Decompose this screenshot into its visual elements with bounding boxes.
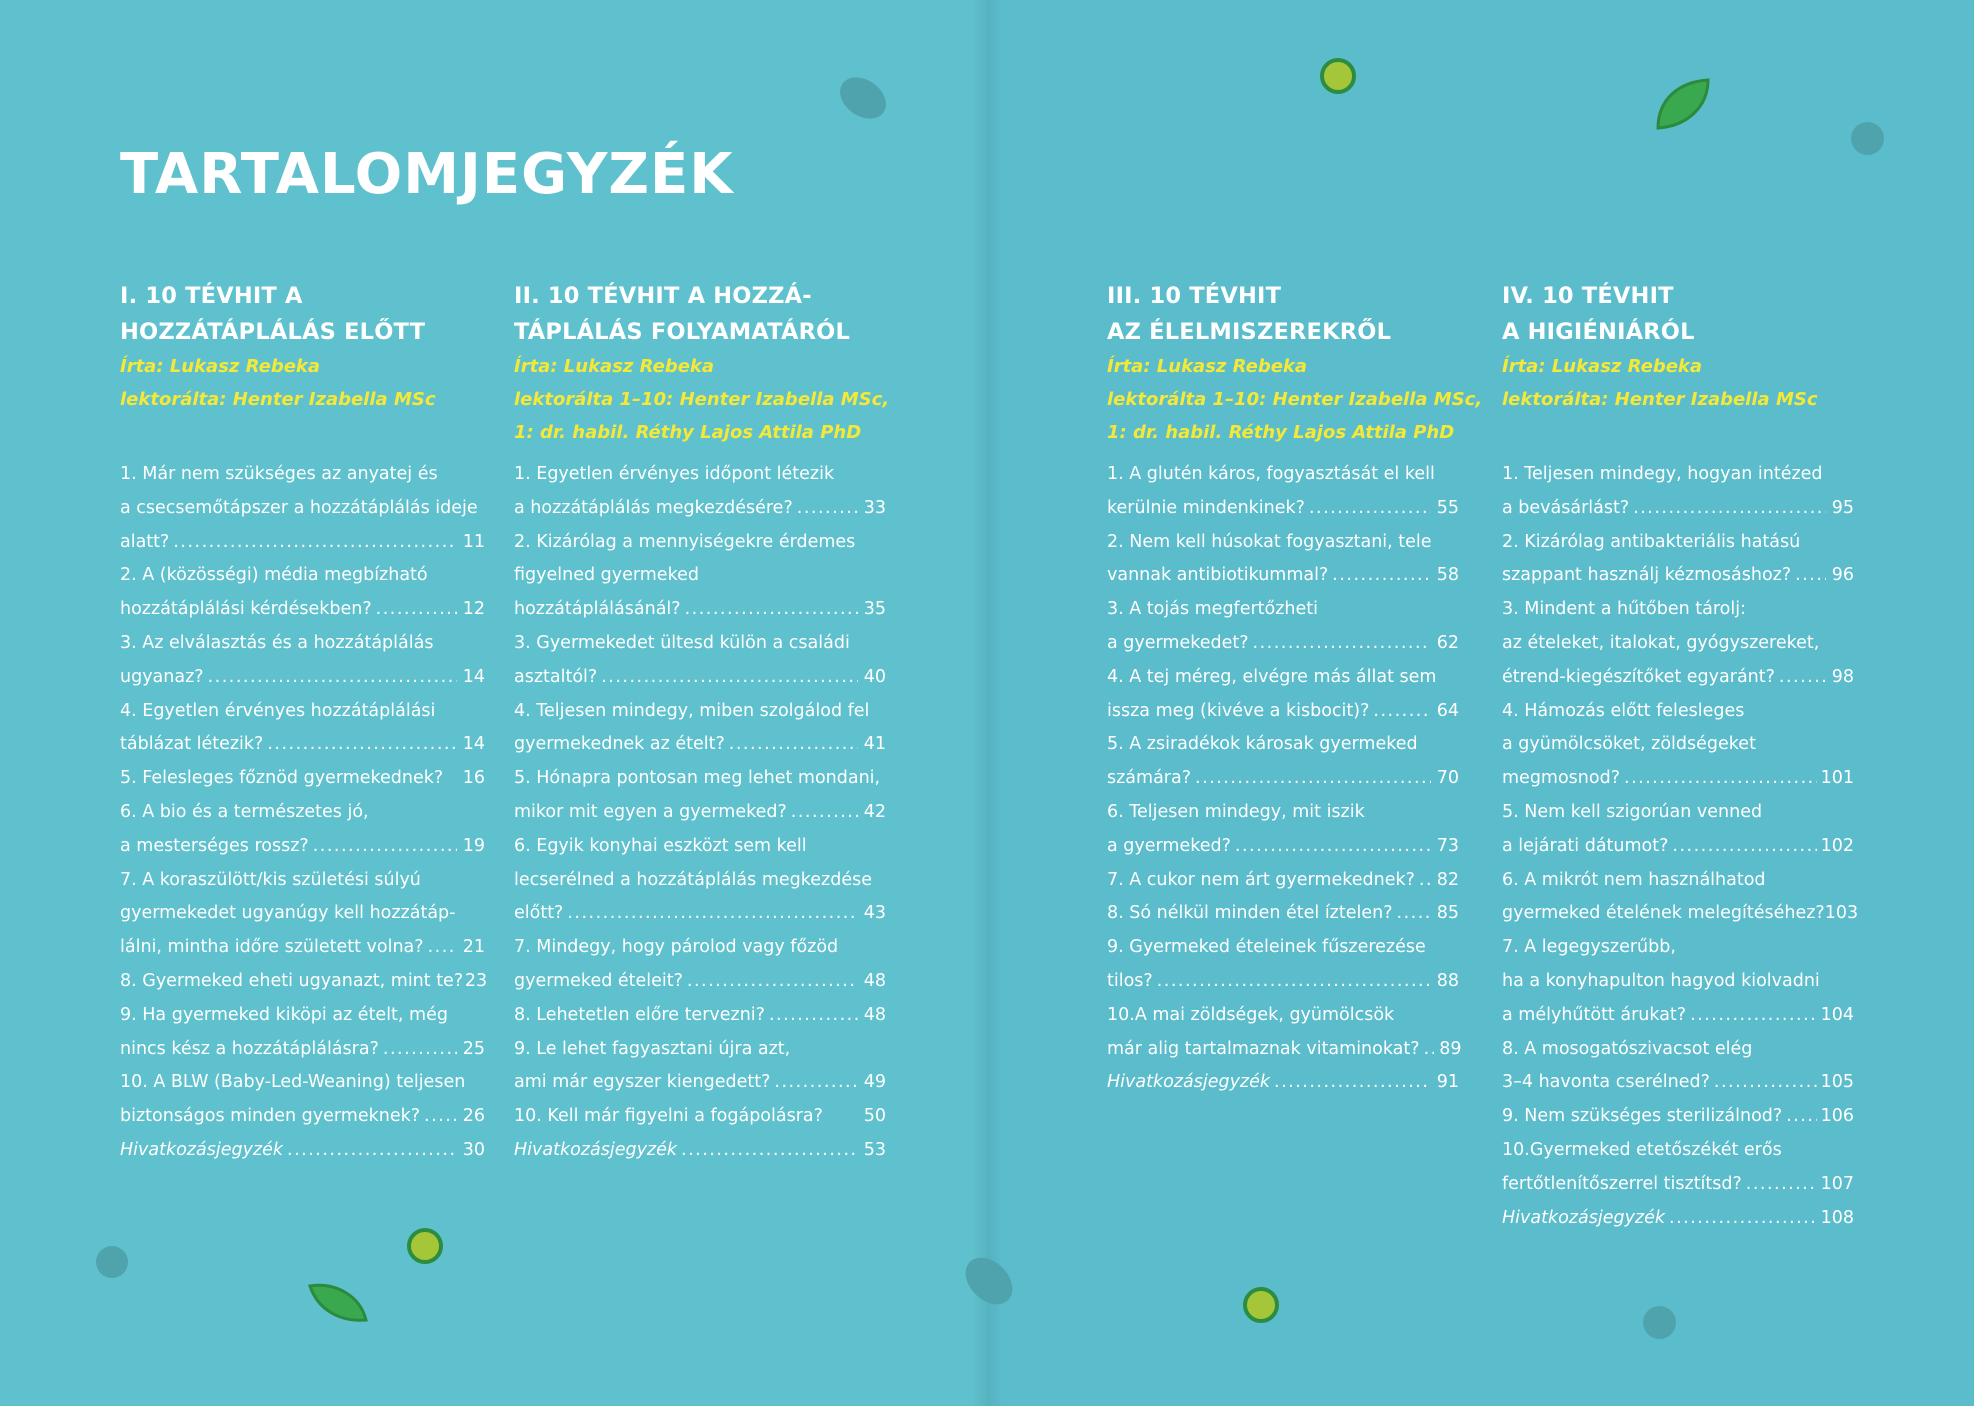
entry-text: a lejárati dátumot?: [1502, 835, 1669, 856]
toc-section: [1502, 278, 1859, 1235]
entry-text: 3–4 havonta cserélned?: [1502, 1072, 1710, 1093]
round-dot-decoration: [1643, 1306, 1676, 1339]
references-entry[interactable]: [514, 1134, 886, 1168]
toc-entry-line[interactable]: [1502, 661, 1854, 695]
toc-entry-line[interactable]: [1107, 965, 1459, 999]
entry-text: a gyermekedet?: [1107, 632, 1249, 653]
page-number: 23: [464, 970, 488, 991]
dot-leader: [313, 830, 457, 864]
toc-entry-line[interactable]: [514, 728, 886, 762]
toc-entry-line[interactable]: [514, 492, 886, 526]
toc-entry-line[interactable]: [120, 728, 485, 762]
entry-text: szappant használj kézmosáshoz?: [1502, 565, 1792, 586]
entry-text: 9. Gyermeked ételeinek fűszerezése: [1107, 937, 1426, 958]
entry-text: a csecsemőtápszer a hozzátáplálás ideje: [120, 497, 478, 518]
entry-text: Hivatkozásjegyzék: [120, 1139, 284, 1160]
dot-leader: [1332, 559, 1431, 593]
entry-text: 6. Egyik konyhai eszközt sem kell: [514, 835, 807, 856]
dot-leader: [208, 661, 457, 695]
toc-entry-line[interactable]: [1107, 830, 1459, 864]
dot-leader: [424, 1100, 457, 1134]
entry-text: 5. Felesleges főznöd gyermekednek?: [120, 768, 444, 789]
entry-text: a bevásárlást?: [1502, 497, 1630, 518]
entry-text: 7. A cukor nem árt gyermekednek?: [1107, 869, 1415, 890]
page-number: 55: [1436, 497, 1459, 518]
toc-entry-line[interactable]: [1502, 830, 1854, 864]
page-number: 21: [462, 937, 485, 958]
entry-text: Hivatkozásjegyzék: [1502, 1207, 1666, 1228]
page-title: TARTALOMJEGYZÉK: [120, 142, 734, 207]
toc-entry-line[interactable]: [1107, 458, 1459, 492]
section-credits: [1107, 350, 1483, 458]
toc-entries: [120, 458, 488, 1168]
toc-entry-line[interactable]: [514, 1033, 886, 1067]
dot-leader: [1419, 864, 1431, 898]
page-number: 98: [1831, 666, 1854, 687]
entry-text: 6. A mikrót nem használhatod: [1502, 869, 1766, 890]
entry-text: issza meg (kivéve a kisbocit)?: [1107, 700, 1370, 721]
entry-text: 10.A mai zöldségek, gyümölcsök: [1107, 1004, 1395, 1025]
page-number: 102: [1820, 835, 1854, 856]
toc-entry-line[interactable]: [1107, 526, 1459, 560]
credit-line: lektorálta 1–10: Henter Izabella MSc,: [1107, 389, 1483, 410]
dot-leader: [681, 1134, 858, 1168]
entry-text: vannak antibiotikummal?: [1107, 565, 1329, 586]
dot-leader: [1746, 1168, 1817, 1202]
page-number: 16: [462, 768, 485, 789]
dot-leader: [428, 931, 457, 965]
dot-leader: [1690, 999, 1817, 1033]
dot-leader: [1669, 1202, 1817, 1236]
entry-text: 1. Már nem szükséges az anyatej és: [120, 464, 438, 484]
credit-line: lektorálta 1–10: Henter Izabella MSc,: [514, 389, 890, 410]
entry-text: ugyanaz?: [120, 666, 204, 687]
toc-entry-line[interactable]: [1107, 762, 1459, 796]
toc-entry-line[interactable]: [1502, 931, 1854, 965]
dot-leader: [1424, 1033, 1434, 1067]
round-dot-decoration: [1851, 122, 1884, 155]
entry-text: Hivatkozásjegyzék: [514, 1139, 678, 1160]
entry-text: megmosnod?: [1502, 768, 1620, 789]
dot-leader: [383, 1033, 457, 1067]
entry-text: asztaltól?: [514, 666, 598, 687]
page-number: 73: [1436, 835, 1459, 856]
leaf-decoration: [308, 1282, 370, 1324]
toc-entry-line[interactable]: [514, 897, 886, 931]
page-number: 12: [462, 599, 485, 620]
toc-entry-line[interactable]: [120, 830, 485, 864]
dot-leader: [1235, 830, 1431, 864]
page-number: 50: [863, 1106, 886, 1127]
toc-entry-line[interactable]: [120, 661, 485, 695]
section-title-line: IV. 10 TÉVHIT: [1502, 283, 1674, 309]
entry-text: 8. Gyermeked eheti ugyanazt, mint te?: [120, 970, 464, 991]
page-number: 11: [462, 531, 485, 552]
toc-entry-line[interactable]: [1502, 762, 1854, 796]
entry-text: 4. A tej méreg, elvégre más állat sem: [1107, 666, 1437, 687]
dot-leader: [567, 897, 858, 931]
credit-line: Írta: Lukasz Rebeka: [514, 356, 715, 377]
entry-text: a mélyhűtött árukat?: [1502, 1004, 1687, 1025]
toc-section: [1107, 278, 1483, 1100]
pea-decoration: [1320, 58, 1356, 94]
toc-entry-line[interactable]: [1502, 728, 1854, 762]
credit-line: lektorálta: Henter Izabella MSc: [1502, 389, 1818, 410]
toc-entry-line[interactable]: [120, 492, 485, 526]
toc-entry-line[interactable]: [120, 762, 485, 796]
dot-leader: [687, 965, 858, 999]
page-number: 30: [462, 1139, 485, 1160]
section-title-line: TÁPLÁLÁS FOLYAMATÁRÓL: [514, 319, 850, 345]
entry-text: 4. Hámozás előtt felesleges: [1502, 700, 1745, 721]
entry-text: gyermekedet ugyanúgy kell hozzátáp-: [120, 903, 456, 924]
dot-leader: [1195, 762, 1431, 796]
entry-text: ha a konyhapulton hagyod kiolvadni: [1502, 970, 1820, 991]
page-number: 108: [1820, 1207, 1854, 1228]
toc-entry-line[interactable]: [1502, 999, 1854, 1033]
dot-leader: [1253, 627, 1431, 661]
toc-entry-line[interactable]: [1107, 999, 1459, 1033]
toc-entry-line[interactable]: [120, 864, 485, 898]
toc-entry-line[interactable]: [120, 627, 485, 661]
page-number: 89: [1439, 1038, 1462, 1059]
entry-text: a gyermeked?: [1107, 835, 1231, 856]
page-number: 19: [462, 835, 485, 856]
entry-text: 10.Gyermeked etetőszékét erős: [1502, 1139, 1782, 1160]
toc-entry-line[interactable]: [1107, 796, 1459, 830]
toc-entry-line[interactable]: [1502, 1134, 1854, 1168]
toc-entries: [1502, 458, 1859, 1235]
page-number: 25: [462, 1038, 485, 1059]
entry-text: kerülnie mindenkinek?: [1107, 497, 1305, 518]
toc-entry-line[interactable]: [1502, 796, 1854, 830]
dot-leader: [797, 492, 858, 526]
entry-text: mikor mit egyen a gyermeked?: [514, 801, 787, 822]
toc-entry-line[interactable]: [1107, 559, 1459, 593]
entry-text: 1. Teljesen mindegy, hogyan intézed: [1502, 464, 1823, 484]
toc-entry-line[interactable]: [1502, 864, 1854, 898]
page-number: 95: [1831, 497, 1854, 518]
dot-leader: [173, 526, 457, 560]
entry-text: 5. Nem kell szigorúan venned: [1502, 801, 1763, 822]
entry-text: gyermeked ételének melegítéséhez?: [1502, 903, 1825, 924]
credit-line: Írta: Lukasz Rebeka: [120, 356, 321, 377]
dot-leader: [376, 593, 457, 627]
entry-text: 2. A (közösségi) média megbízható: [120, 565, 428, 586]
entry-text: 8. Lehetetlen előre tervezni?: [514, 1004, 765, 1025]
entry-text: gyermeked ételeit?: [514, 970, 683, 991]
dot-leader: [1624, 762, 1817, 796]
entry-text: 9. Nem szükséges sterilizálnod?: [1502, 1106, 1783, 1127]
entry-text: számára?: [1107, 768, 1192, 789]
toc-entry-line[interactable]: [514, 458, 886, 492]
entry-text: a gyümölcsöket, zöldségeket: [1502, 734, 1756, 755]
dot-leader: [601, 661, 858, 695]
entry-text: a mesterséges rossz?: [120, 835, 309, 856]
toc-entry-line[interactable]: [120, 458, 485, 492]
page-number: 62: [1436, 632, 1459, 653]
toc-entry-line[interactable]: [1502, 1168, 1854, 1202]
page-number: 107: [1820, 1173, 1854, 1194]
entry-text: biztonságos minden gyermeknek?: [120, 1106, 421, 1127]
entry-text: 2. Kizárólag antibakteriális hatású: [1502, 531, 1801, 552]
dot-leader: [1795, 559, 1826, 593]
page-number: 49: [863, 1072, 886, 1093]
toc-entry-line[interactable]: [1502, 1066, 1854, 1100]
references-entry[interactable]: [1107, 1066, 1459, 1100]
toc-entry-line[interactable]: [1107, 864, 1459, 898]
page-number: 48: [863, 1004, 886, 1025]
entry-text: az ételeket, italokat, gyógyszereket,: [1502, 632, 1820, 653]
entry-text: alatt?: [120, 531, 170, 552]
toc-entry-line[interactable]: [120, 796, 485, 830]
entry-text: előtt?: [514, 903, 564, 924]
toc-entry-line[interactable]: [514, 1066, 886, 1100]
credit-line: Írta: Lukasz Rebeka: [1107, 356, 1308, 377]
entry-text: 10. Kell már figyelni a fogápolásra?: [514, 1106, 823, 1127]
toc-entry-line[interactable]: [1502, 965, 1854, 999]
toc-entry-line[interactable]: [1502, 897, 1859, 931]
page-number: 96: [1831, 565, 1854, 586]
pea-decoration: [1243, 1287, 1279, 1323]
section-title: [514, 278, 886, 350]
page-number: 43: [863, 903, 886, 924]
entry-text: 5. A zsiradékok károsak gyermeked: [1107, 734, 1418, 755]
leaf-decoration: [1654, 76, 1712, 132]
toc-entry-line[interactable]: [1107, 627, 1459, 661]
page-number: 101: [1820, 768, 1854, 789]
entry-text: fertőtlenítőszerrel tisztítsd?: [1502, 1173, 1742, 1194]
entry-text: lálni, mintha időre született volna?: [120, 937, 424, 958]
page-number: 48: [863, 970, 886, 991]
dot-leader: [1714, 1066, 1817, 1100]
toc-entry-line[interactable]: [120, 1100, 485, 1134]
pea-decoration: [407, 1228, 443, 1264]
toc-entry-line[interactable]: [1107, 593, 1459, 627]
dot-leader: [791, 796, 858, 830]
toc-entry-line[interactable]: [120, 1033, 485, 1067]
dot-leader: [267, 728, 457, 762]
page-number: 40: [863, 666, 886, 687]
section-credits: [1502, 350, 1854, 458]
section-title-line: III. 10 TÉVHIT: [1107, 283, 1282, 309]
toc-entry-line[interactable]: [514, 999, 886, 1033]
entry-text: 3. A tojás megfertőzheti: [1107, 599, 1319, 620]
toc-entry-line[interactable]: [120, 559, 485, 593]
toc-entry-line[interactable]: [1107, 661, 1459, 695]
toc-entry-line[interactable]: [514, 627, 886, 661]
toc-entry-line[interactable]: [514, 695, 886, 729]
toc-entry-line[interactable]: [1502, 593, 1854, 627]
toc-entry-line[interactable]: [1502, 695, 1854, 729]
entry-text: 9. Le lehet fagyasztani újra azt,: [514, 1038, 791, 1059]
toc-entry-line[interactable]: [1502, 458, 1854, 492]
round-dot-decoration: [96, 1246, 128, 1278]
entry-text: 8. Só nélkül minden étel íztelen?: [1107, 903, 1393, 924]
page-number: 70: [1436, 768, 1459, 789]
page-number: 41: [863, 734, 886, 755]
toc-entry-line[interactable]: [120, 593, 485, 627]
dot-leader: [1672, 830, 1816, 864]
page-number: 105: [1820, 1072, 1854, 1093]
toc-entry-line[interactable]: [1502, 627, 1854, 661]
entry-text: 10. A BLW (Baby-Led-Weaning) teljesen: [120, 1072, 466, 1093]
toc-entry-line[interactable]: [514, 526, 886, 560]
toc-entry-line[interactable]: [514, 931, 886, 965]
entry-text: tilos?: [1107, 970, 1153, 991]
toc-entry-line[interactable]: [1502, 1100, 1854, 1134]
toc-entry-line[interactable]: [1502, 492, 1854, 526]
entry-text: 3. Gyermekedet ültesd külön a családi: [514, 632, 850, 653]
entry-text: 7. Mindegy, hogy párolod vagy főzöd: [514, 937, 839, 958]
toc-entry-line[interactable]: [514, 762, 886, 796]
section-credits: [120, 350, 485, 458]
page-number: 26: [462, 1106, 485, 1127]
credit-line: 1: dr. habil. Réthy Lajos Attila PhD: [1107, 422, 1455, 443]
dot-leader: [769, 999, 858, 1033]
dot-leader: [1309, 492, 1431, 526]
toc-entry-line[interactable]: [120, 526, 485, 560]
toc-entry-line[interactable]: [1107, 1033, 1462, 1067]
section-credits: [514, 350, 890, 458]
toc-entry-line[interactable]: [1107, 897, 1459, 931]
toc-entry-line[interactable]: [1502, 559, 1854, 593]
entry-text: 1. A glutén káros, fogyasztását el kell: [1107, 464, 1435, 484]
entry-text: Hivatkozásjegyzék: [1107, 1072, 1271, 1093]
toc-entry-line[interactable]: [1502, 1033, 1854, 1067]
entry-text: gyermekednek az ételt?: [514, 734, 725, 755]
credit-line: Írta: Lukasz Rebeka: [1502, 356, 1703, 377]
toc-entry-line[interactable]: [1107, 492, 1459, 526]
page-number: 14: [462, 666, 485, 687]
dot-leader: [1779, 661, 1826, 695]
section-title-line: AZ ÉLELMISZEREKRŐL: [1107, 319, 1392, 345]
entry-text: már alig tartalmaznak vitaminokat?: [1107, 1038, 1420, 1059]
toc-entry-line[interactable]: [120, 965, 488, 999]
dot-leader: [287, 1134, 457, 1168]
dot-leader: [685, 593, 858, 627]
dot-leader: [1786, 1100, 1816, 1134]
section-title: [1107, 278, 1459, 350]
toc-entry-line[interactable]: [1107, 728, 1459, 762]
page-number: 104: [1820, 1004, 1854, 1025]
toc-entry-line[interactable]: [1502, 526, 1854, 560]
toc-entry-line[interactable]: [514, 965, 886, 999]
entry-text: 4. Egyetlen érvényes hozzátáplálási: [120, 700, 436, 721]
entry-text: figyelned gyermeked: [514, 565, 699, 586]
credit-line: 1: dr. habil. Réthy Lajos Attila PhD: [514, 422, 862, 443]
toc-entry-line[interactable]: [514, 830, 886, 864]
toc-entry-line[interactable]: [120, 999, 485, 1033]
entry-text: a hozzátáplálás megkezdésére?: [514, 497, 793, 518]
entry-text: 6. Teljesen mindegy, mit iszik: [1107, 801, 1365, 822]
references-entry[interactable]: [120, 1134, 485, 1168]
entry-text: ami már egyszer kiengedett?: [514, 1072, 771, 1093]
section-title-line: I. 10 TÉVHIT A: [120, 283, 303, 309]
section-title-line: HOZZÁTÁPLÁLÁS ELŐTT: [120, 319, 426, 345]
page-number: 103: [1824, 903, 1859, 924]
toc-entry-line[interactable]: [120, 931, 485, 965]
page-number: 85: [1436, 903, 1459, 924]
toc-entry-line[interactable]: [514, 661, 886, 695]
toc-entry-line[interactable]: [514, 559, 886, 593]
entry-text: lecserélned a hozzátáplálás megkezdése: [514, 869, 872, 890]
entry-text: 2. Kizárólag a mennyiségekre érdemes: [514, 531, 856, 552]
page-number: 88: [1436, 970, 1459, 991]
toc-entry-line[interactable]: [120, 695, 485, 729]
entry-text: 5. Hónapra pontosan meg lehet mondani,: [514, 768, 881, 789]
page-number: 58: [1436, 565, 1459, 586]
dot-leader: [774, 1066, 858, 1100]
section-title-line: II. 10 TÉVHIT A HOZZÁ-: [514, 283, 812, 309]
page-gutter: [972, 0, 1002, 1406]
entry-text: 8. A mosogatószivacsot elég: [1502, 1038, 1753, 1059]
dot-leader: [1274, 1066, 1431, 1100]
entry-text: 9. Ha gyermeked kiköpi az ételt, még: [120, 1004, 448, 1025]
dot-leader: [1157, 965, 1431, 999]
page-number: 33: [863, 497, 886, 518]
entry-text: hozzátáplálásánál?: [514, 599, 681, 620]
toc-section: [120, 278, 488, 1168]
credit-line: lektorálta: Henter Izabella MSc: [120, 389, 436, 410]
dot-leader: [729, 728, 858, 762]
toc-entry-line[interactable]: [514, 1100, 886, 1134]
dot-leader: [1397, 897, 1431, 931]
page-number: 35: [863, 599, 886, 620]
entry-text: 2. Nem kell húsokat fogyasztani, tele: [1107, 531, 1432, 552]
toc-entry-line[interactable]: [1107, 931, 1459, 965]
page-number: 106: [1820, 1106, 1854, 1127]
references-entry[interactable]: [1502, 1202, 1854, 1236]
toc-entries: [1107, 458, 1462, 1100]
page-number: 53: [863, 1139, 886, 1160]
entry-text: 7. A legegyszerűbb,: [1502, 937, 1676, 958]
page-number: 64: [1436, 700, 1459, 721]
toc-entry-line[interactable]: [514, 593, 886, 627]
page-number: 91: [1436, 1072, 1459, 1093]
toc-entry-line[interactable]: [1107, 695, 1459, 729]
toc-entry-line[interactable]: [514, 864, 886, 898]
entry-text: hozzátáplálási kérdésekben?: [120, 599, 372, 620]
toc-entry-line[interactable]: [120, 897, 485, 931]
entry-text: táblázat létezik?: [120, 734, 264, 755]
section-title: [1502, 278, 1854, 350]
entry-text: nincs kész a hozzátáplálásra?: [120, 1038, 379, 1059]
entry-text: étrend-kiegészítőket egyaránt?: [1502, 666, 1775, 687]
section-title-line: A HIGIÉNIÁRÓL: [1502, 319, 1695, 345]
entry-text: 6. A bio és a természetes jó,: [120, 801, 369, 822]
entry-text: 3. Mindent a hűtőben tárolj:: [1502, 599, 1746, 620]
dot-leader: [1373, 695, 1431, 729]
toc-entry-line[interactable]: [120, 1066, 485, 1100]
page-number: 82: [1436, 869, 1459, 890]
section-title: [120, 278, 485, 350]
page-number: 14: [462, 734, 485, 755]
toc-entries: [514, 458, 886, 1168]
page-number: 42: [863, 801, 886, 822]
entry-text: 1. Egyetlen érvényes időpont létezik: [514, 464, 835, 484]
toc-entry-line[interactable]: [514, 796, 886, 830]
entry-text: 3. Az elválasztás és a hozzátáplálás: [120, 632, 434, 653]
dot-leader: [1633, 492, 1826, 526]
toc-section: [514, 278, 890, 1168]
entry-text: 4. Teljesen mindegy, miben szolgálod fel: [514, 700, 870, 721]
entry-text: 7. A koraszülött/kis születési súlyú: [120, 869, 421, 890]
